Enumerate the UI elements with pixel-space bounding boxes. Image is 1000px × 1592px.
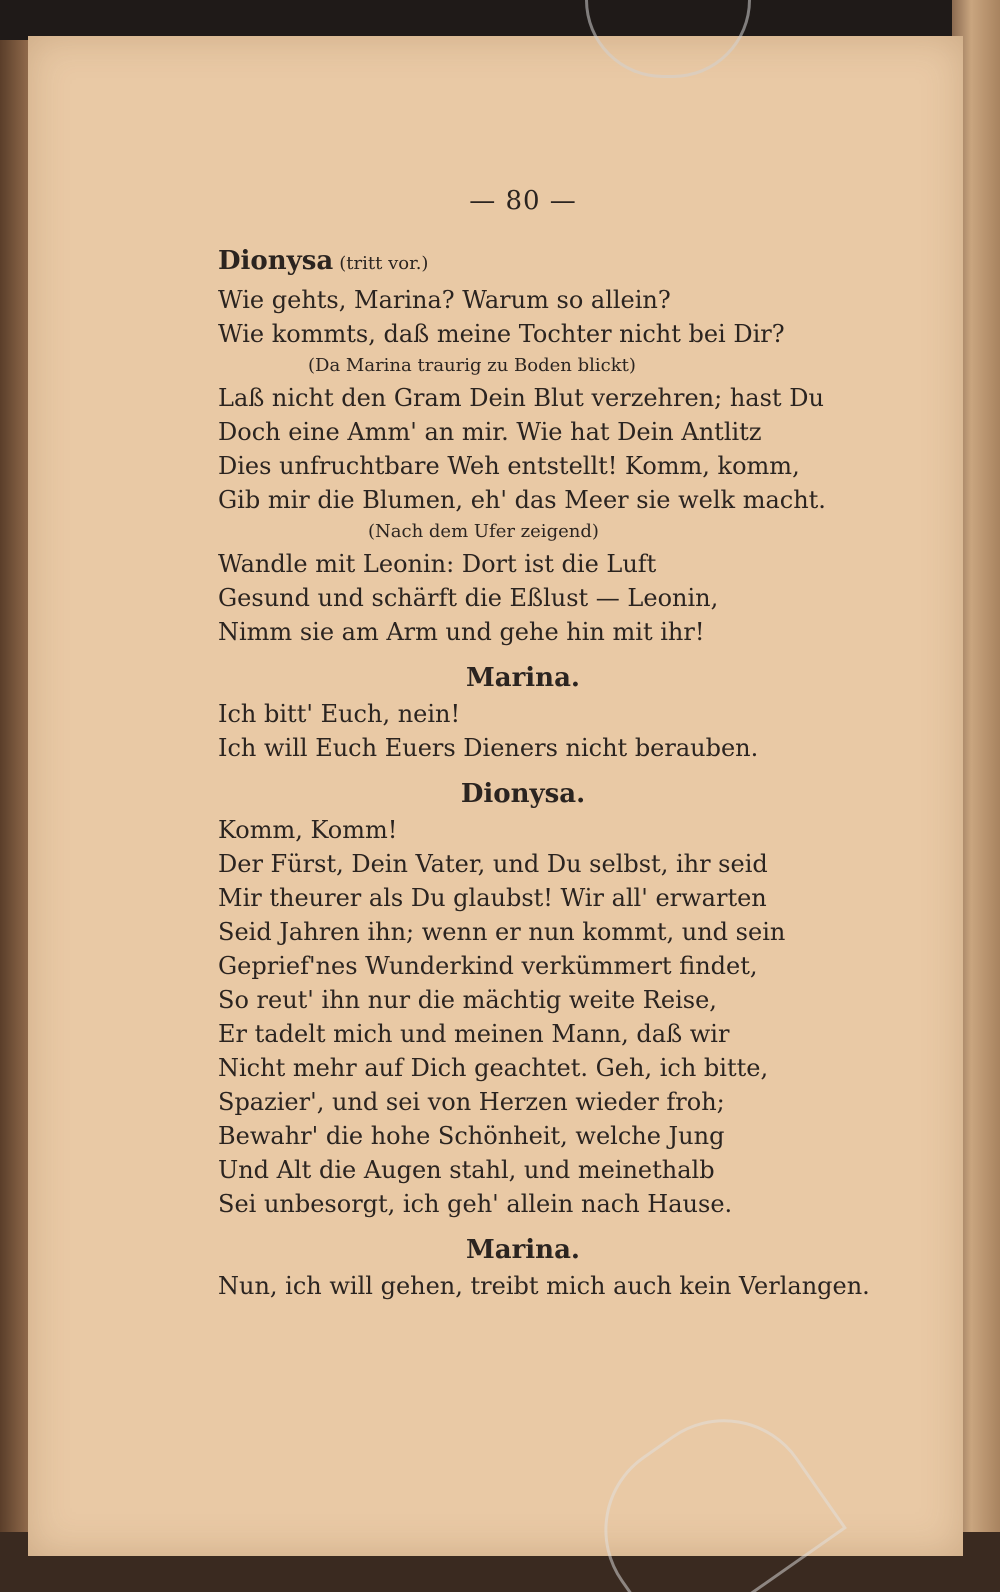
page-text-area (218, 186, 870, 1303)
speaker-heading: Marina. (465, 1235, 580, 1265)
verse-line: Wandle mit Leonin: Dort ist die Luft (218, 550, 657, 578)
speaker-heading (218, 242, 828, 283)
verse-line: Spazier', und sei von Herzen wieder froh; (218, 1088, 725, 1116)
page-sheet (28, 36, 963, 1556)
verse-line: Dies unfruchtbare Weh entstellt! Komm, komm, (218, 452, 800, 480)
speaker-heading: Dionysa. (460, 779, 586, 809)
verse-line: Nimm sie am Arm und gehe hin mit ihr! (218, 618, 705, 646)
verse-line: So reut' ihn nur die mächtig weite Reise, (218, 986, 717, 1014)
verse-line: Doch eine Amm' an mir. Wie hat Dein Antlitz (218, 418, 762, 446)
verse-line: Bewahr' die hohe Schönheit, welche Jung (218, 1122, 725, 1150)
speaker-name: Dionysa (218, 246, 334, 276)
verse-line: Ich bitt' Euch, nein! (218, 700, 461, 728)
verse-line: Wie gehts, Marina? Warum so allein? (218, 286, 671, 314)
verse-line: Ich will Euch Euers Dieners nicht berauben. (218, 734, 759, 762)
speaker-heading: Marina. (465, 663, 580, 693)
verse-line: Laß nicht den Gram Dein Blut verzehren; hast Du (218, 384, 824, 412)
verse-line: Nicht mehr auf Dich geachtet. Geh, ich bitte, (218, 1054, 769, 1082)
stage-direction: (Nach dem Ufer zeigend) (368, 521, 599, 542)
verse-line: Der Fürst, Dein Vater, und Du selbst, ihr seid (218, 850, 768, 878)
verse-line: Geprief'nes Wunderkind verkümmert findet, (218, 952, 758, 980)
verse-line: Mir theurer als Du glaubst! Wir all' erwarten (218, 884, 767, 912)
stage-direction: (tritt vor.) (339, 253, 429, 274)
stage-direction: (Da Marina traurig zu Boden blickt) (308, 355, 636, 376)
verse-line: Seid Jahren ihn; wenn er nun kommt, und sein (218, 918, 786, 946)
verse-line: Komm, Komm! (218, 816, 398, 844)
verse-line: Und Alt die Augen stahl, und meinethalb (218, 1156, 715, 1184)
verse-line: Gib mir die Blumen, eh' das Meer sie welk macht. (218, 486, 826, 514)
page-number: — 80 — (469, 186, 577, 216)
verse-line: Wie kommts, daß meine Tochter nicht bei Dir? (218, 320, 785, 348)
verse-line: Gesund und schärft die Eßlust — Leonin, (218, 584, 719, 612)
verse-line: Er tadelt mich und meinen Mann, daß wir (218, 1020, 730, 1048)
verse-line: Sei unbesorgt, ich geh' allein nach Hause. (218, 1190, 733, 1218)
verse-line: Nun, ich will gehen, treibt mich auch kein Verlangen. (218, 1272, 870, 1300)
